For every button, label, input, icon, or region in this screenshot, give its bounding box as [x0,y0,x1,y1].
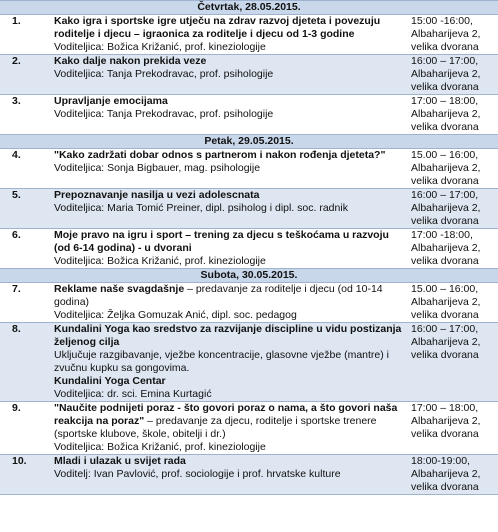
event-title-bold: "Naučite podnijeti poraz - što govori poraz o nama, a što govori naša reakcija na poraz" [54,402,398,427]
event-place: Albaharijeva 2, [411,28,481,40]
event-title [54,283,407,309]
table-row [0,323,498,402]
event-leader: Voditeljica: Željka Gomuzak Anić, dipl. soc. pedagog [54,309,297,321]
event-leader: Voditeljica: Tanja Prekodravac, prof. psihologije [54,68,274,80]
event-time: 16:00 – 17:00, [411,323,479,335]
event-room: velika dvorana [411,255,479,267]
row-content [46,189,407,228]
event-room: velika dvorana [411,81,479,93]
event-title: Kako igra i sportske igre utječu na zdrav razvoj djeteta i povezuju roditelje i djecu – igraonica za roditelje i djecu od 1-3 godine [54,15,381,40]
event-place: Albaharijeva 2, [411,108,481,120]
event-title: Upravljanje emocijama [54,95,168,107]
event-leader: Voditeljica: Božica Križanić, prof. kineziologije [54,441,266,453]
event-leader: Voditeljica: Božica Križanić, prof. kineziologije [54,255,266,267]
row-content [46,402,407,454]
table-row [0,229,498,269]
event-place: Albaharijeva 2, [411,68,481,80]
event-title: Moje pravo na igru i sport – trening za djecu s teškoćama u razvoju (od 6-14 godina) - u dvorani [54,229,389,254]
table-row [0,455,498,495]
row-time-place [407,455,498,494]
event-place: Albaharijeva 2, [411,202,481,214]
table-row [0,402,498,455]
table-row [0,189,498,229]
event-time: 15:00 -16:00, [411,15,473,27]
table-row [0,55,498,95]
event-room: velika dvorana [411,349,479,361]
row-time-place [407,283,498,322]
row-number: 5. [12,189,21,201]
event-room: velika dvorana [411,215,479,227]
event-room: velika dvorana [411,428,479,440]
event-place: Albaharijeva 2, [411,296,481,308]
event-room: velika dvorana [411,175,479,187]
row-content [46,55,407,94]
row-number: 1. [12,15,21,27]
event-place: Albaharijeva 2, [411,242,481,254]
event-time: 16:00 – 17:00, [411,55,479,67]
event-place: Albaharijeva 2, [411,415,481,427]
event-leader: Voditeljica: dr. sci. Emina Kurtagić [54,388,212,400]
event-leader: Voditeljica: Maria Tomić Preiner, dipl. psiholog i dipl. soc. radnik [54,202,348,214]
row-content [46,149,407,188]
event-title: Mladi i ulazak u svijet rada [54,455,186,467]
event-room: velika dvorana [411,481,479,493]
event-title: Kundalini Yoga kao sredstvo za razvijanje discipline u vidu postizanja željenog cilja [54,323,402,348]
row-content [46,323,407,401]
event-leader: Voditeljica: Tanja Prekodravac, prof. psihologije [54,108,274,120]
row-time-place [407,55,498,94]
event-title-bold: Reklame naše svagdašnje [54,283,185,295]
row-number: 8. [12,323,21,335]
row-number: 2. [12,55,21,67]
event-time: 16:00 – 17:00, [411,189,479,201]
table-row [0,149,498,189]
event-title: Prepoznavanje nasilja u vezi adolescnata [54,189,260,201]
event-organizer: Kundalini Yoga Centar [54,375,166,387]
event-leader: Voditeljica: Božica Križanić, prof. kineziologije [54,41,266,53]
row-content [46,283,407,322]
event-place: Albaharijeva 2, [411,336,481,348]
day-header-thursday: Četvrtak, 28.05.2015. [0,1,498,15]
table-row [0,95,498,135]
event-time: 17:00 – 18:00, [411,402,479,414]
row-number: 10. [12,455,27,467]
event-time: 17:00 -18:00, [411,229,473,241]
event-title-rest: – predavanje za djecu, roditelje i sportske trenere (sportske klubove, škole, obitelji i dr.) [54,415,377,440]
event-time: 15.00 – 16:00, [411,283,479,295]
event-title: "Kako zadržati dobar odnos s partnerom i nakon rođenja djeteta?" [54,149,386,161]
row-time-place [407,15,498,54]
event-place: Albaharijeva 2, [411,162,481,174]
row-time-place [407,149,498,188]
event-time: 15.00 – 16:00, [411,149,479,161]
day-header-saturday: Subota, 30.05.2015. [0,269,498,283]
row-content [46,15,407,54]
event-room: velika dvorana [411,121,479,133]
row-content [46,229,407,268]
row-time-place [407,95,498,134]
row-time-place [407,189,498,228]
event-title [54,402,407,441]
event-room: velika dvorana [411,309,479,321]
table-row [0,283,498,323]
event-place: Albaharijeva 2, [411,468,481,480]
row-content [46,455,407,494]
row-time-place [407,229,498,268]
row-number: 6. [12,229,21,241]
event-leader: Voditeljica: Sonja Bigbauer, mag. psihologije [54,162,261,174]
event-description: Uključuje razgibavanje, vježbe koncentracije, glasovne vježbe (mantre) i zvučnu kupku sa gongovima. [54,349,390,374]
row-number: 9. [12,402,21,414]
row-content [46,95,407,134]
event-time: 18:00-19:00, [411,455,470,467]
day-header-friday: Petak, 29.05.2015. [0,135,498,149]
event-title: Kako dalje nakon prekida veze [54,55,207,67]
row-number: 7. [12,283,21,295]
table-row [0,15,498,55]
row-number: 4. [12,149,21,161]
event-leader: Voditelj: Ivan Pavlović, prof. sociologije i prof. hrvatske kulture [54,468,341,480]
event-time: 17:00 – 18:00, [411,95,479,107]
row-number: 3. [12,95,21,107]
row-time-place [407,323,498,401]
event-room: velika dvorana [411,41,479,53]
row-time-place [407,402,498,454]
event-title-rest: – predavanje za roditelje i djecu (od 10-14 godina) [54,283,383,308]
